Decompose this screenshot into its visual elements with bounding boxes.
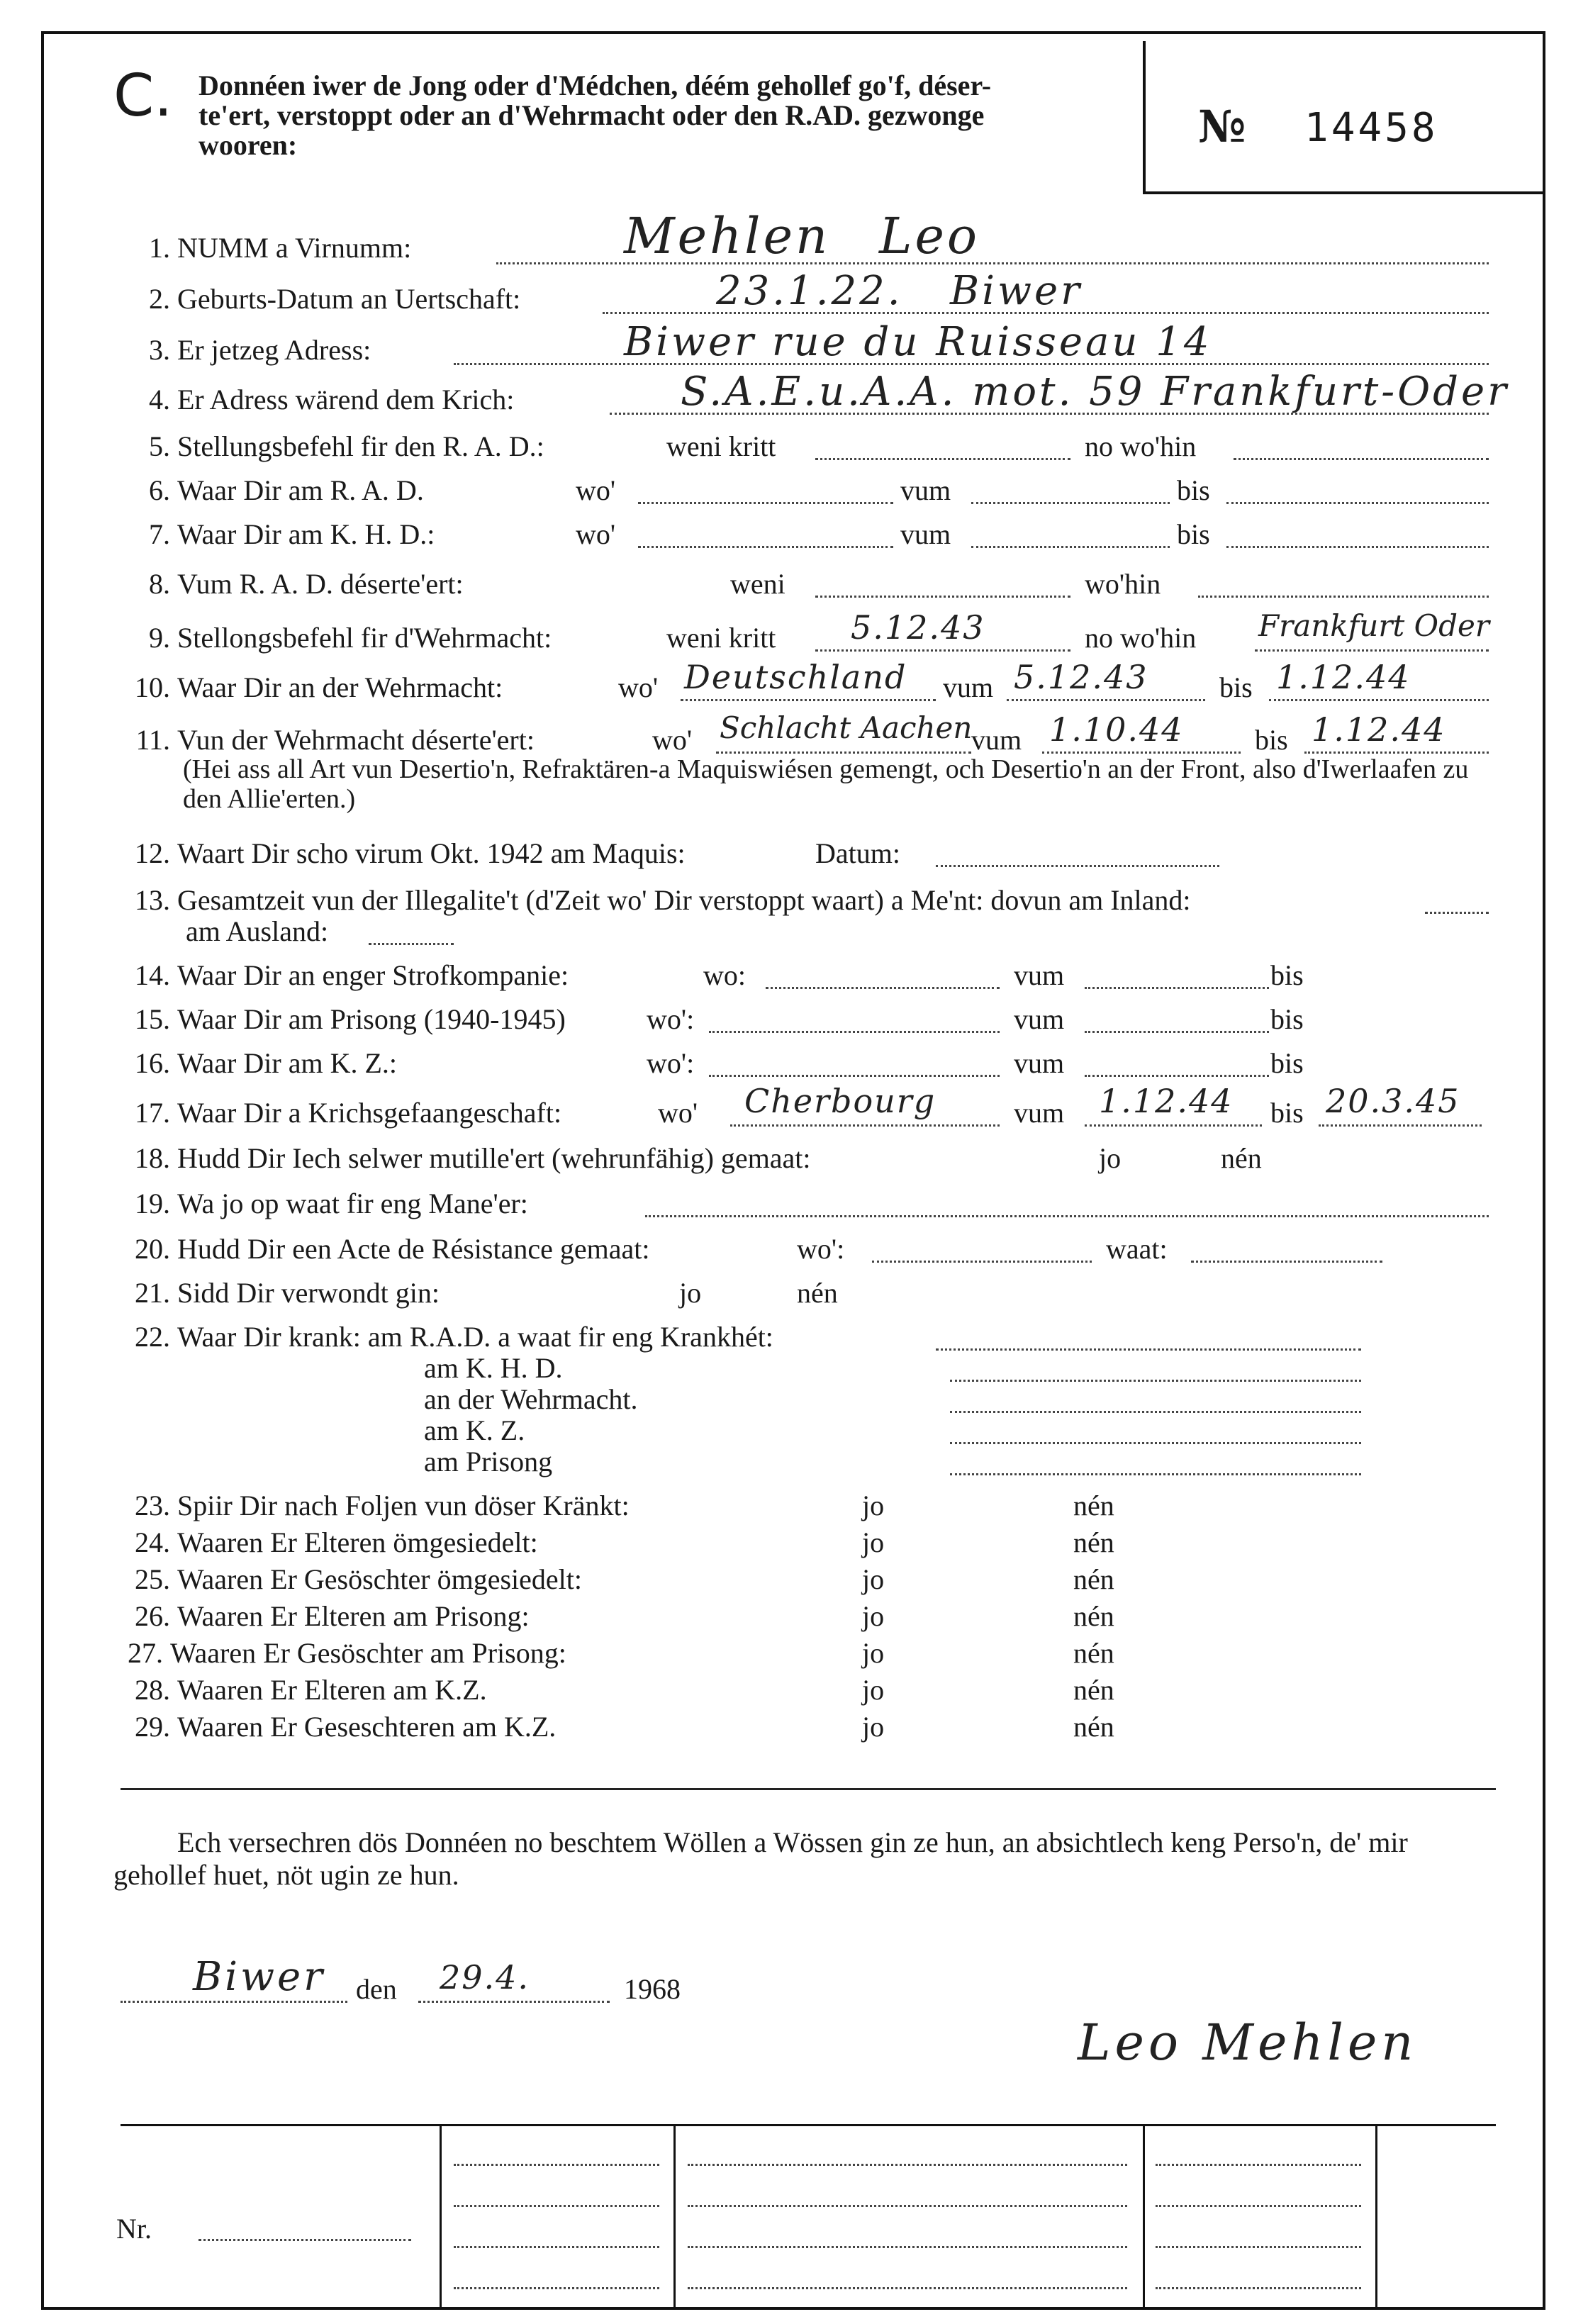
field-label: vum xyxy=(971,724,1022,756)
row-number: 4. xyxy=(149,384,170,415)
declaration-text: Ech versechren dös Donnéen no beschtem Wöllen a Wössen gin ze hun, an absichtlech keng Perso'n, de' mir gehollef huet, nöt ugin ze hun. xyxy=(113,1826,1408,1891)
field-label: weni kritt xyxy=(666,430,776,462)
row-number: 2. xyxy=(149,283,170,315)
field-label: weni kritt xyxy=(666,622,776,654)
field-label: bis xyxy=(1219,671,1253,703)
year-label: 1968 xyxy=(624,1973,681,2005)
fill-line[interactable] xyxy=(872,1261,1092,1263)
fill-line[interactable] xyxy=(1191,1261,1382,1263)
header-divider xyxy=(1143,41,1146,191)
row-number: 8. xyxy=(149,568,170,600)
handwritten-wehrmacht-to: 1.12.44 xyxy=(1276,658,1411,696)
handwritten-surname: Mehlen xyxy=(624,207,831,265)
row-label: Waaren Er Gesöschter am Prisong: xyxy=(170,1637,566,1669)
field-label: wo'hin xyxy=(1085,568,1161,600)
field-label: vum xyxy=(900,518,951,550)
field-label: wo': xyxy=(797,1233,845,1265)
row-label: Waar Dir am R. A. D. xyxy=(177,474,424,506)
section-title xyxy=(198,71,1120,160)
field-label: no wo'hin xyxy=(1085,430,1197,462)
field-label: bis xyxy=(1177,474,1210,506)
fill-line[interactable] xyxy=(936,1348,1361,1351)
section-title-line-3: wooren: xyxy=(198,129,298,161)
footer-top-rule xyxy=(121,2124,1496,2126)
section-title-line-2: te'ert, verstoppt oder an d'Wehrmacht oder den R.AD. gezwonge xyxy=(198,99,985,131)
handwritten-captivity-place: Cherbourg xyxy=(744,1082,936,1120)
option-yes[interactable]: jo xyxy=(862,1674,885,1706)
fill-line[interactable] xyxy=(971,502,1170,504)
fill-line[interactable] xyxy=(815,649,1070,652)
row-label: Vun der Wehrmacht déserte'ert: xyxy=(177,724,535,756)
field-label: vum xyxy=(900,474,951,506)
footer-field[interactable] xyxy=(1156,2164,1361,2166)
row-number: 20. xyxy=(135,1233,170,1265)
row-label: Stellongsbefehl fir d'Wehrmacht: xyxy=(177,622,552,654)
field-label: vum xyxy=(943,671,994,703)
field-label: am Prisong xyxy=(424,1446,553,1477)
row-label: Waaren Er Elteren am K.Z. xyxy=(177,1674,487,1706)
handwritten-captivity-to: 20.3.45 xyxy=(1326,1082,1460,1120)
fill-line[interactable] xyxy=(638,546,893,548)
fill-line[interactable] xyxy=(1269,699,1489,701)
footer-field[interactable] xyxy=(688,2205,1127,2207)
fill-line[interactable] xyxy=(638,502,893,504)
row-label: Waaren Er Elteren ömgesiedelt: xyxy=(177,1526,538,1558)
row-label: Vum R. A. D. déserte'ert: xyxy=(177,568,464,600)
form-number: 14458 xyxy=(1304,105,1438,151)
row-number: 12. xyxy=(135,837,170,869)
row-label: Er jetzeg Adress: xyxy=(177,334,371,366)
row-label: Waaren Er Gesöschter ömgesiedelt: xyxy=(177,1563,582,1595)
handwritten-place: Biwer xyxy=(193,1954,325,2000)
fill-line[interactable] xyxy=(1226,502,1489,504)
signature: Leo Mehlen xyxy=(1078,2013,1418,2072)
field-label: weni xyxy=(730,568,785,600)
option-no[interactable]: nén xyxy=(1073,1526,1114,1558)
row-label: Stellungsbefehl fir den R. A. D.: xyxy=(177,430,544,462)
option-yes[interactable]: jo xyxy=(862,1490,885,1521)
field-label: bis xyxy=(1270,1047,1304,1079)
fill-line[interactable] xyxy=(1085,1075,1269,1077)
row-number: 3. xyxy=(149,334,170,366)
fill-line[interactable] xyxy=(369,943,454,945)
row-number: 25. xyxy=(135,1563,170,1595)
row-number: 15. xyxy=(135,1003,170,1035)
section-letter: C. xyxy=(113,62,173,130)
place-line[interactable] xyxy=(121,2001,347,2003)
fill-line[interactable] xyxy=(971,546,1170,548)
row-number: 16. xyxy=(135,1047,170,1079)
footer-field[interactable] xyxy=(1156,2246,1361,2248)
field-label: wo': xyxy=(647,1003,695,1035)
option-yes[interactable]: jo xyxy=(862,1526,885,1558)
number-sign: № xyxy=(1198,101,1246,152)
fill-line[interactable] xyxy=(815,596,1070,598)
handwritten-date: 29.4. xyxy=(440,1958,530,1996)
field-label: wo' xyxy=(618,671,659,703)
row-number: 13. xyxy=(135,884,170,916)
footer-field[interactable] xyxy=(688,2246,1127,2248)
row-number: 26. xyxy=(135,1600,170,1632)
nr-label: Nr. xyxy=(116,2213,152,2245)
footer-field[interactable] xyxy=(454,2246,659,2248)
field-label: waat: xyxy=(1106,1233,1168,1265)
footer-field[interactable] xyxy=(454,2287,659,2289)
desertion-note: (Hei ass all Art vun Desertio'n, Refraktären-a Maquiswiésen gemengt, och Desertio'n an der Front, also d'Iwerlaafen zu den Allie'erten.) xyxy=(183,754,1469,814)
nr-field[interactable] xyxy=(198,2239,411,2241)
option-no[interactable]: nén xyxy=(1073,1637,1114,1669)
option-yes[interactable]: jo xyxy=(862,1711,885,1743)
field-label: bis xyxy=(1270,1003,1304,1035)
fill-line[interactable] xyxy=(1234,458,1489,460)
handwritten-order-place: Frankfurt Oder xyxy=(1258,608,1489,643)
row-number: 1. xyxy=(149,232,170,264)
handwritten-firstname: Leo xyxy=(879,207,980,265)
fill-line[interactable] xyxy=(1085,1031,1269,1033)
footer-field[interactable] xyxy=(688,2164,1127,2166)
fill-line[interactable] xyxy=(1425,912,1489,914)
fill-line[interactable] xyxy=(950,1442,1361,1444)
row-number: 27. xyxy=(128,1637,163,1669)
handwritten-birth-place: Biwer xyxy=(950,268,1083,314)
field-label: Datum: xyxy=(815,837,900,869)
fill-line[interactable] xyxy=(1007,699,1205,701)
row-label: Waar Dir am K. Z.: xyxy=(177,1047,397,1079)
row-number: 10. xyxy=(135,671,170,703)
field-label: wo' xyxy=(576,474,616,506)
field-label: bis xyxy=(1270,959,1304,991)
handwritten-desertion-place: Schlacht Aachen xyxy=(720,710,973,745)
fill-line[interactable] xyxy=(936,865,1219,867)
option-no[interactable]: nén xyxy=(1073,1711,1114,1743)
footer-divider xyxy=(1375,2124,1377,2310)
row-number: 23. xyxy=(135,1490,170,1521)
row-label: Waaren Er Geseschteren am K.Z. xyxy=(177,1711,557,1743)
footer-divider xyxy=(1143,2124,1145,2310)
fill-line[interactable] xyxy=(1042,752,1241,754)
field-label: wo' xyxy=(576,518,616,550)
option-no[interactable]: nén xyxy=(1073,1563,1114,1595)
field-label: wo: xyxy=(703,959,746,991)
row-label: Geburts-Datum an Uertschaft: xyxy=(177,283,521,315)
row-label: Waar Dir krank: am R.A.D. a waat fir eng Krankhét: xyxy=(177,1321,773,1353)
row-number: 7. xyxy=(149,518,170,550)
option-yes[interactable]: jo xyxy=(862,1563,885,1595)
fill-line[interactable] xyxy=(815,458,1070,460)
den-label: den xyxy=(356,1973,397,2005)
row-label: Waar Dir an der Wehrmacht: xyxy=(177,671,503,703)
footer-divider xyxy=(673,2124,676,2310)
row-label: Waaren Er Elteren am Prisong: xyxy=(177,1600,530,1632)
row-label: Waar Dir am Prisong (1940-1945) xyxy=(177,1003,566,1035)
fill-line[interactable] xyxy=(730,1124,1000,1127)
row-label: Wa jo op waat fir eng Mane'er: xyxy=(177,1188,528,1219)
row-label: NUMM a Virnumm: xyxy=(177,232,412,264)
option-yes[interactable]: jo xyxy=(862,1600,885,1632)
fill-line[interactable] xyxy=(950,1473,1361,1475)
field-label: wo' xyxy=(652,724,693,756)
field-label: an der Wehrmacht. xyxy=(424,1383,638,1415)
fill-line[interactable] xyxy=(1085,1124,1262,1127)
handwritten-wehrmacht-from: 5.12.43 xyxy=(1014,658,1148,696)
option-no[interactable]: nén xyxy=(1073,1600,1114,1632)
fill-line[interactable] xyxy=(1319,1124,1482,1127)
field-label: bis xyxy=(1270,1097,1304,1129)
row-number: 11. xyxy=(135,724,170,756)
fill-line[interactable] xyxy=(709,1075,1000,1077)
field-label: am K. H. D. xyxy=(424,1352,563,1384)
row-label: Hudd Dir een Acte de Résistance gemaat: xyxy=(177,1233,650,1265)
fill-line[interactable] xyxy=(1304,752,1489,754)
row-number: 17. xyxy=(135,1097,170,1129)
fill-line[interactable] xyxy=(645,1215,1489,1217)
handwritten-captivity-from: 1.12.44 xyxy=(1099,1082,1234,1120)
date-line[interactable] xyxy=(418,2001,610,2003)
row-number: 21. xyxy=(135,1277,170,1309)
row-number: 9. xyxy=(149,622,170,654)
handwritten-wartime-address: S.A.E.u.A.A. mot. 59 Frankfurt-Oder xyxy=(681,369,1509,415)
field-label: vum xyxy=(1014,959,1065,991)
row-number: 5. xyxy=(149,430,170,462)
row-label: Waar Dir an enger Strofkompanie: xyxy=(177,959,569,991)
footer-field[interactable] xyxy=(454,2205,659,2207)
row-label: Gesamtzeit vun der Illegalite't (d'Zeit wo' Dir verstoppt waart) a Me'nt: dovun am Inland: xyxy=(177,884,1191,916)
handwritten-desertion-to: 1.12.44 xyxy=(1312,710,1446,749)
option-no[interactable]: nén xyxy=(1073,1674,1114,1706)
field-label: vum xyxy=(1014,1047,1065,1079)
row-label: Waar Dir a Krichsgefaangeschaft: xyxy=(177,1097,562,1129)
field-label: bis xyxy=(1255,724,1288,756)
fill-line[interactable] xyxy=(1085,987,1269,989)
option-yes[interactable]: jo xyxy=(862,1637,885,1669)
fill-line[interactable] xyxy=(709,1031,1000,1033)
fill-line[interactable] xyxy=(1198,596,1489,598)
fill-line[interactable] xyxy=(1226,546,1489,548)
section-title-line-1: Donnéen iwer de Jong oder d'Médchen, déém gehollef go'f, déser- xyxy=(198,69,992,101)
row-label: Waart Dir scho virum Okt. 1942 am Maquis: xyxy=(177,837,686,869)
field-label: wo': xyxy=(647,1047,695,1079)
row-number: 6. xyxy=(149,474,170,506)
row-label: Hudd Dir Iech selwer mutille'ert (wehrunfähig) gemaat: xyxy=(177,1142,811,1174)
handwritten-order-date: 5.12.43 xyxy=(851,608,985,647)
footer-field[interactable] xyxy=(688,2287,1127,2289)
field-label: wo' xyxy=(658,1097,698,1129)
field-label: vum xyxy=(1014,1003,1065,1035)
handwritten-desertion-from: 1.10.44 xyxy=(1049,710,1184,749)
fill-line[interactable] xyxy=(1255,649,1489,652)
field-label: bis xyxy=(1177,518,1210,550)
fill-line[interactable] xyxy=(716,752,971,754)
row-number: 24. xyxy=(135,1526,170,1558)
field-label: vum xyxy=(1014,1097,1065,1129)
handwritten-wehrmacht-place: Deutschland xyxy=(684,658,907,696)
footer-field[interactable] xyxy=(1156,2205,1361,2207)
option-no[interactable]: nén xyxy=(1221,1142,1262,1174)
field-label: am K. Z. xyxy=(424,1414,525,1446)
fill-line[interactable] xyxy=(766,987,1000,989)
fill-line[interactable] xyxy=(950,1380,1361,1382)
option-no[interactable]: nén xyxy=(797,1277,838,1309)
row-label: Sidd Dir verwondt gin: xyxy=(177,1277,440,1309)
footer-divider xyxy=(440,2124,442,2310)
option-no[interactable]: nén xyxy=(1073,1490,1114,1521)
row-number: 14. xyxy=(135,959,170,991)
section-divider xyxy=(121,1788,1496,1790)
option-yes[interactable]: jo xyxy=(1099,1142,1122,1174)
row-label: Waar Dir am K. H. D.: xyxy=(177,518,435,550)
row-number: 28. xyxy=(135,1674,170,1706)
field-label: no wo'hin xyxy=(1085,622,1197,654)
fill-line[interactable] xyxy=(681,699,936,701)
handwritten-birth-date: 23.1.22. xyxy=(716,268,903,314)
option-yes[interactable]: jo xyxy=(679,1277,702,1309)
footer-field[interactable] xyxy=(1156,2287,1361,2289)
row-number: 18. xyxy=(135,1142,170,1174)
row-label: Spiir Dir nach Foljen vun döser Kränkt: xyxy=(177,1490,630,1521)
row-number: 22. xyxy=(135,1321,170,1353)
header-number-box-bottom xyxy=(1143,191,1545,194)
row-label: Er Adress wärend dem Krich: xyxy=(177,384,515,415)
handwritten-address: Biwer rue du Ruisseau 14 xyxy=(624,319,1212,365)
fill-line[interactable] xyxy=(950,1411,1361,1413)
field-label: am Ausland: xyxy=(186,915,329,947)
row-number: 19. xyxy=(135,1188,170,1219)
row-number: 29. xyxy=(135,1711,170,1743)
footer-field[interactable] xyxy=(454,2164,659,2166)
